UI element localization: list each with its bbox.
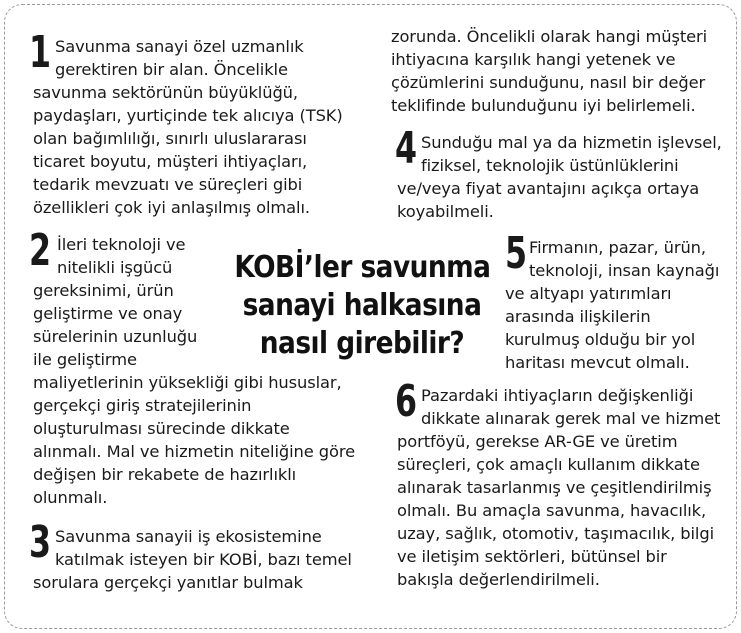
item-line: süreçleri, çok amaçlı kullanım dikkate bbox=[397, 455, 700, 474]
item-line: ile geliştirme bbox=[33, 350, 137, 369]
headline-line: sanayi halkasına bbox=[242, 288, 482, 323]
item-line: değişen bir rekabete de hazırlıklı bbox=[33, 465, 297, 484]
item-line: sorulara gerçekçi yanıtlar bulmak bbox=[33, 573, 303, 592]
item-line: özellikleri çok iyi anlaşılmış olmalı. bbox=[33, 198, 310, 217]
item-line: oluşturulması sürecinde dikkate bbox=[33, 419, 290, 438]
item-line: alınarak tasarlanmış ve çeşitlendirilmiş bbox=[397, 478, 712, 497]
item-line: savunma sektörünün büyüklüğü, bbox=[33, 83, 298, 102]
item-line: geliştirme ve onay bbox=[33, 304, 183, 323]
item-line: olan bağımlılığı, sınırlı uluslararası bbox=[33, 129, 307, 148]
item-line: ve iletişim sektörleri, bütünsel bir bbox=[397, 547, 667, 566]
item-line: fiziksel, teknolojik üstünlüklerini bbox=[421, 156, 679, 175]
item-line: bakışla değerlendirilmeli. bbox=[397, 570, 600, 589]
item-line: Savunma sanayii iş ekosistemine bbox=[55, 527, 322, 546]
item-line: Firmanın, pazar, ürün, bbox=[529, 238, 706, 257]
item-line: dikkate alınarak gerek mal ve hizmet bbox=[421, 409, 721, 428]
headline-line: KOBİ’ler savunma bbox=[234, 250, 491, 285]
item-line: tedarik mevzuatı ve süreçleri gibi bbox=[33, 175, 303, 194]
infographic-card bbox=[4, 4, 737, 629]
item-line: ihtiyacına karşılık hangi yetenek ve bbox=[391, 50, 676, 69]
item-line: gerektiren bir alan. Öncelikle bbox=[55, 60, 288, 79]
item-line: teknoloji, insan kaynağı bbox=[529, 261, 720, 280]
headline-line: nasıl girebilir? bbox=[259, 326, 465, 361]
item-line: paydaşları, yurtiçinde tek alıcıya (TSK) bbox=[33, 106, 343, 125]
item-line: haritası mevcut olmalı. bbox=[505, 353, 690, 372]
item-line: İleri teknoloji ve bbox=[57, 235, 186, 254]
item-line: kurulmuş olduğu bir yol bbox=[505, 330, 696, 349]
item-line: sürelerinin uzunluğu bbox=[33, 327, 198, 346]
item-line: Pazardaki ihtiyaçların değişkenliği bbox=[421, 386, 694, 405]
item-line: gerçekçi giriş stratejilerinin bbox=[33, 396, 252, 415]
item-line: uzay, sağlık, otomotiv, taşımacılık, bilgi bbox=[397, 524, 715, 543]
item-line: nitelikli işgücü bbox=[57, 258, 173, 277]
item-line: katılmak isteyen bir KOBİ, bazı temel bbox=[55, 550, 352, 569]
item-number: 4 bbox=[395, 123, 418, 174]
item-line: zorunda. Öncelikli olarak hangi müşteri bbox=[391, 27, 708, 46]
item-number: 3 bbox=[29, 517, 52, 568]
item-line: çözümlerini sunduğunu, nasıl bir değer bbox=[391, 73, 706, 92]
item-line: koyabilmeli. bbox=[397, 202, 494, 221]
item-line: ve altyapı yatırımları bbox=[505, 284, 672, 303]
item-number: 2 bbox=[29, 225, 52, 276]
item-line: Sunduğu mal ya da hizmetin işlevsel, bbox=[421, 133, 722, 152]
item-line: olunmalı. bbox=[33, 488, 108, 507]
item-number: 6 bbox=[395, 376, 418, 427]
item-line: arasında ilişkilerin bbox=[505, 307, 651, 326]
item-number: 5 bbox=[505, 228, 528, 279]
item-line: ve/veya fiyat avantajını açıkça ortaya bbox=[397, 179, 700, 198]
item-line: ticaret boyutu, müşteri ihtiyaçları, bbox=[33, 152, 308, 171]
item-line: portföyü, gerekse AR-GE ve üretim bbox=[397, 432, 678, 451]
headline bbox=[217, 249, 507, 363]
item-line: olmalı. Bu amaçla savunma, havacılık, bbox=[397, 501, 707, 520]
item-line: gereksinimi, ürün bbox=[33, 281, 174, 300]
item-line: teklifinde bulunduğunu iyi belirlemeli. bbox=[391, 96, 696, 115]
item-line: alınmalı. Mal ve hizmetin niteliğine göre bbox=[33, 442, 356, 461]
item-line: Savunma sanayi özel uzmanlık bbox=[55, 37, 304, 56]
item-line: maliyetlerinin yüksekliği gibi hususlar, bbox=[33, 373, 342, 392]
item-number: 1 bbox=[29, 27, 52, 78]
